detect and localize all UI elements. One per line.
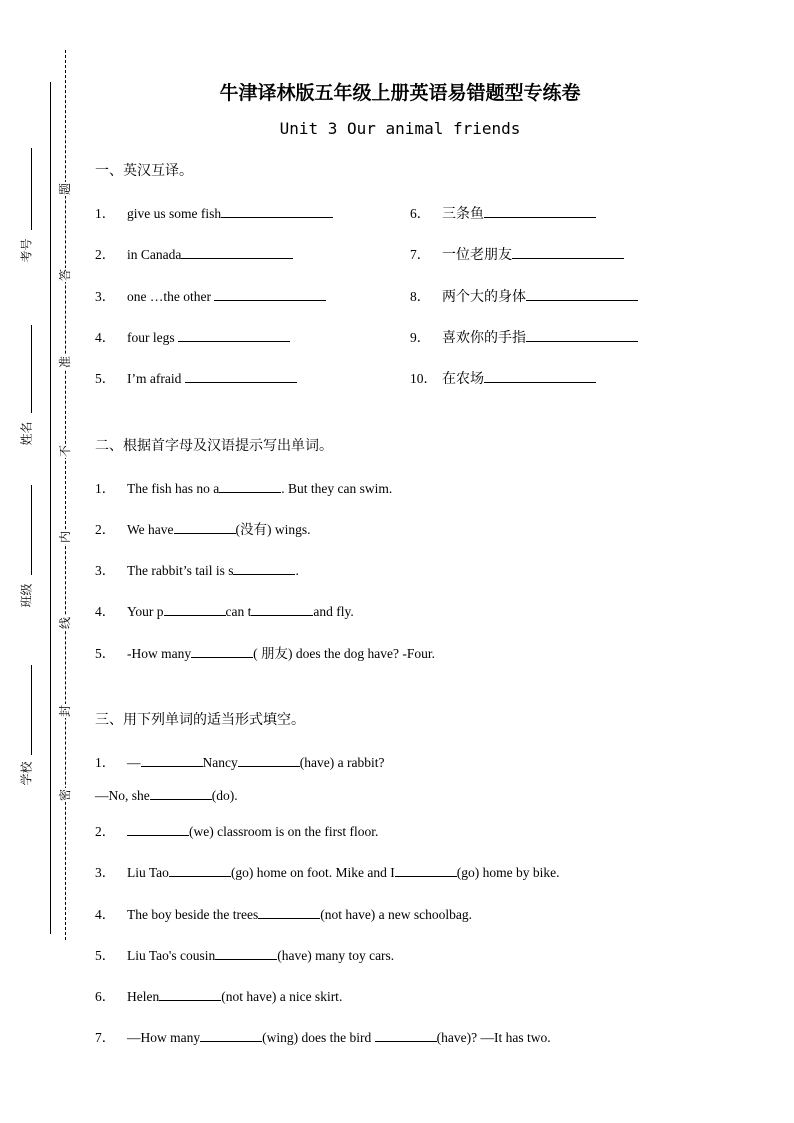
answer-blank[interactable] bbox=[159, 988, 221, 1001]
seal-char: 封 bbox=[58, 705, 72, 718]
question-number: 7． bbox=[95, 1030, 116, 1045]
answer-blank[interactable] bbox=[174, 521, 236, 534]
answer-blank[interactable] bbox=[526, 288, 638, 301]
section3-heading: 三、用下列单词的适当形式填空。 bbox=[95, 712, 305, 728]
answer-blank[interactable] bbox=[221, 205, 333, 218]
question-number: 3． bbox=[95, 289, 116, 304]
question-number: 10． bbox=[410, 371, 437, 386]
question-text: 三条鱼 bbox=[442, 206, 484, 222]
s2-question-1 bbox=[95, 477, 392, 497]
school-label: 学校 bbox=[19, 761, 34, 786]
section1-heading: 一、英汉互译。 bbox=[95, 163, 193, 179]
s1-question-4 bbox=[95, 326, 290, 346]
s2-question-4 bbox=[95, 600, 354, 620]
answer-blank[interactable] bbox=[512, 246, 624, 259]
school-line bbox=[31, 665, 32, 755]
seal-char: 线 bbox=[58, 617, 72, 630]
page-subtitle: Unit 3 Our animal friends bbox=[279, 119, 521, 138]
answer-blank[interactable] bbox=[215, 947, 277, 960]
question-number: 7． bbox=[410, 247, 431, 262]
s1-question-10 bbox=[410, 367, 596, 388]
s1-question-2 bbox=[95, 243, 293, 263]
s3-question-7 bbox=[95, 1026, 551, 1046]
question-number: 6． bbox=[95, 989, 116, 1004]
answer-blank[interactable] bbox=[484, 370, 596, 383]
s3-question-5 bbox=[95, 944, 394, 964]
exam-number-label: 考号 bbox=[19, 238, 34, 263]
question-number: 4． bbox=[95, 330, 116, 345]
question-text: Your p bbox=[127, 604, 164, 619]
answer-blank[interactable] bbox=[375, 1029, 437, 1042]
s3-question-2 bbox=[95, 820, 378, 840]
answer-blank[interactable] bbox=[258, 906, 320, 919]
question-text: The fish has no a bbox=[127, 481, 220, 496]
question-text: . But they can swim. bbox=[281, 481, 393, 496]
question-text: —No, she bbox=[95, 788, 150, 803]
class-label: 班级 bbox=[19, 583, 34, 608]
name-label: 姓名 bbox=[19, 421, 34, 446]
question-number: 5． bbox=[95, 948, 116, 963]
s1-question-5 bbox=[95, 367, 297, 387]
question-text: (we) classroom is on the first floor. bbox=[189, 824, 379, 839]
question-text: 喜欢你的手指 bbox=[442, 330, 526, 346]
seal-char: 内 bbox=[58, 531, 72, 544]
question-text: one …the other bbox=[127, 289, 215, 304]
question-text: 一位老朋友 bbox=[442, 247, 512, 263]
question-number: 8． bbox=[410, 289, 431, 304]
s2-question-3 bbox=[95, 559, 299, 579]
answer-blank[interactable] bbox=[164, 603, 226, 616]
exam-number-line bbox=[31, 148, 32, 230]
class-line bbox=[31, 485, 32, 575]
s3-question-4 bbox=[95, 903, 472, 923]
answer-blank[interactable] bbox=[169, 864, 231, 877]
s1-question-8 bbox=[410, 285, 638, 306]
binding-solid-line bbox=[50, 82, 51, 934]
seal-char: 题 bbox=[58, 183, 72, 196]
answer-blank[interactable] bbox=[150, 787, 212, 800]
question-text: The boy beside the trees bbox=[127, 907, 259, 922]
question-text: I’m afraid bbox=[127, 371, 185, 386]
question-number: 9． bbox=[410, 330, 431, 345]
answer-blank[interactable] bbox=[191, 645, 253, 658]
answer-blank[interactable] bbox=[251, 603, 313, 616]
question-number: 1． bbox=[95, 481, 116, 496]
question-number: 5． bbox=[95, 646, 116, 661]
s2-question-5 bbox=[95, 642, 435, 662]
question-text: give us some fish bbox=[127, 206, 222, 221]
seal-char: 不 bbox=[58, 445, 72, 458]
binding-margin bbox=[0, 0, 80, 1123]
answer-blank[interactable] bbox=[127, 823, 189, 836]
question-text: 在农场 bbox=[442, 371, 484, 387]
question-text: Liu Tao's cousin bbox=[127, 948, 216, 963]
question-text: — bbox=[127, 755, 141, 770]
question-text: (have)? —It has two. bbox=[436, 1030, 551, 1045]
s1-question-9 bbox=[410, 326, 638, 347]
question-text: Nancy bbox=[202, 755, 238, 770]
s3-question-1-reply bbox=[95, 787, 238, 804]
s3-question-1 bbox=[95, 751, 384, 771]
s1-question-3 bbox=[95, 285, 326, 305]
question-number: 3． bbox=[95, 563, 116, 578]
s1-question-7 bbox=[410, 243, 624, 264]
answer-blank[interactable] bbox=[484, 205, 596, 218]
question-text: in Canada bbox=[127, 247, 182, 262]
question-text: ( 朋友) does the dog have? -Four. bbox=[253, 646, 435, 661]
answer-blank[interactable] bbox=[178, 329, 290, 342]
answer-blank[interactable] bbox=[238, 754, 300, 767]
question-text: 两个大的身体 bbox=[442, 289, 526, 305]
question-text: The rabbit’s tail is s bbox=[127, 563, 234, 578]
s1-question-6 bbox=[410, 202, 596, 223]
question-text: (没有) wings. bbox=[235, 522, 311, 537]
answer-blank[interactable] bbox=[181, 246, 293, 259]
question-text: (go) home by bike. bbox=[456, 865, 560, 880]
question-text: can t bbox=[225, 604, 252, 619]
question-text: Liu Tao bbox=[127, 865, 169, 880]
question-number: 5． bbox=[95, 371, 116, 386]
answer-blank[interactable] bbox=[141, 754, 203, 767]
question-number: 6． bbox=[410, 206, 431, 221]
answer-blank[interactable] bbox=[219, 480, 281, 493]
answer-blank[interactable] bbox=[526, 329, 638, 342]
question-text: (do). bbox=[211, 788, 238, 803]
answer-blank[interactable] bbox=[395, 864, 457, 877]
question-text: (go) home on foot. Mike and I bbox=[230, 865, 395, 880]
question-text: . bbox=[295, 563, 299, 578]
answer-blank[interactable] bbox=[185, 370, 297, 383]
page-title: 牛津译林版五年级上册英语易错题型专练卷 bbox=[219, 82, 581, 104]
seal-char: 密 bbox=[58, 789, 72, 802]
question-number: 2． bbox=[95, 522, 116, 537]
question-number: 2． bbox=[95, 824, 116, 839]
question-text: and fly. bbox=[313, 604, 354, 619]
question-text: We have bbox=[127, 522, 174, 537]
question-number: 1． bbox=[95, 755, 116, 770]
answer-blank[interactable] bbox=[200, 1029, 262, 1042]
question-text: Helen bbox=[127, 989, 160, 1004]
question-number: 1． bbox=[95, 206, 116, 221]
question-text: (have) a rabbit? bbox=[299, 755, 385, 770]
section2-heading: 二、根据首字母及汉语提示写出单词。 bbox=[95, 438, 333, 454]
question-text: (wing) does the bird bbox=[262, 1030, 375, 1045]
seal-char: 准 bbox=[58, 356, 72, 369]
question-text: four legs bbox=[127, 330, 178, 345]
name-line bbox=[31, 325, 32, 413]
answer-blank[interactable] bbox=[233, 562, 295, 575]
question-text: (not have) a new schoolbag. bbox=[320, 907, 473, 922]
question-text: (not have) a nice skirt. bbox=[221, 989, 343, 1004]
question-text: (have) many toy cars. bbox=[277, 948, 395, 963]
s2-question-2 bbox=[95, 518, 311, 538]
s3-question-3 bbox=[95, 861, 560, 881]
question-number: 2． bbox=[95, 247, 116, 262]
question-number: 3． bbox=[95, 865, 116, 880]
question-number: 4． bbox=[95, 907, 116, 922]
s3-question-6 bbox=[95, 985, 342, 1005]
s1-question-1 bbox=[95, 202, 333, 222]
question-number: 4． bbox=[95, 604, 116, 619]
question-text: -How many bbox=[127, 646, 192, 661]
seal-char: 答 bbox=[58, 269, 72, 282]
question-text: —How many bbox=[127, 1030, 201, 1045]
answer-blank[interactable] bbox=[214, 288, 326, 301]
